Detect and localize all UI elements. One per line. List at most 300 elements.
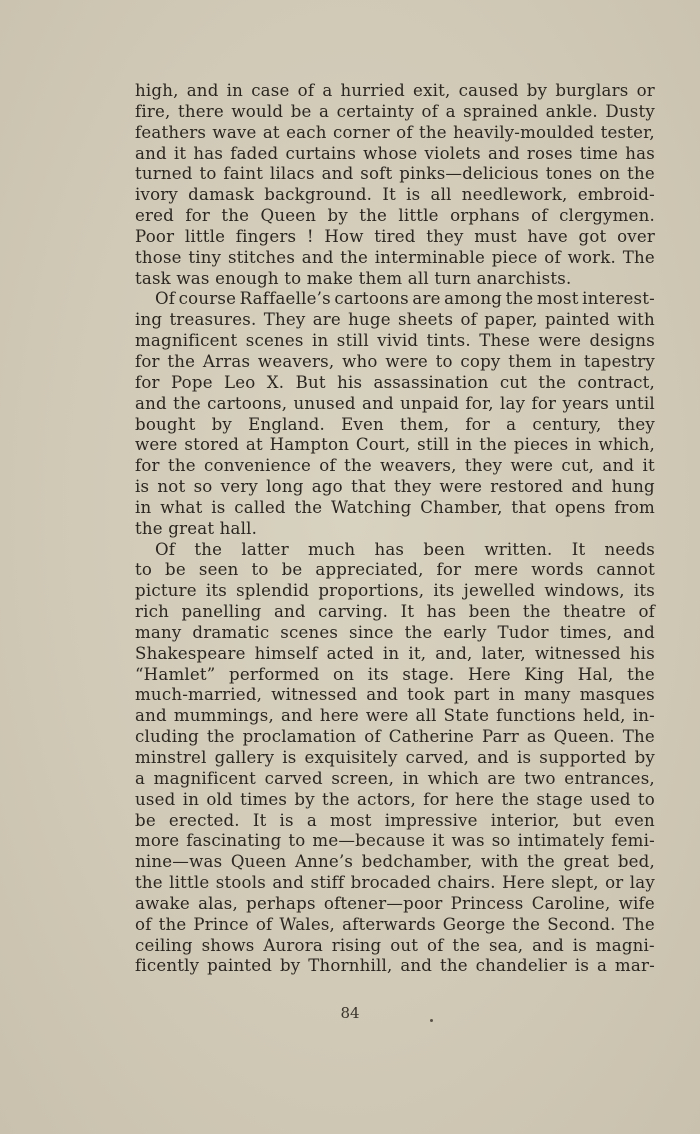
word: be (135, 810, 156, 830)
word: written. (484, 539, 553, 559)
word: those (135, 247, 182, 267)
word: Even (341, 414, 384, 434)
text-line: the great hall. (135, 518, 258, 538)
word: they (464, 456, 503, 476)
word: words (531, 560, 584, 580)
word: copy (460, 351, 501, 371)
word: Hal, (577, 664, 614, 684)
word: actors, (357, 789, 416, 809)
word: The (622, 247, 655, 267)
word: brocaded (350, 873, 432, 893)
ink-speck (430, 1019, 433, 1022)
word: the (294, 497, 323, 517)
word: early (443, 622, 487, 642)
word: the (512, 914, 541, 934)
word: painted (544, 310, 611, 330)
word: caused (458, 81, 519, 100)
word: the (221, 206, 250, 226)
word: Arras (202, 351, 251, 371)
word: is (517, 748, 532, 767)
word: minstrel (135, 748, 207, 767)
text-line (135, 623, 655, 644)
text-line (135, 289, 655, 310)
word: the (359, 206, 388, 226)
word: of (319, 456, 336, 476)
word: its (433, 581, 455, 601)
word: and (135, 143, 167, 163)
word: and (135, 393, 167, 413)
word: and (623, 622, 655, 642)
word: a (596, 956, 608, 976)
word: cut, (561, 456, 595, 476)
word: not (157, 477, 186, 497)
word: stage (536, 789, 583, 809)
word: in (498, 685, 516, 705)
word: took (407, 685, 445, 705)
word: and (477, 748, 509, 767)
body-text (135, 81, 655, 977)
word: erected. (168, 810, 240, 830)
text-line (135, 477, 655, 498)
word: faint (223, 164, 264, 184)
word: on (599, 164, 621, 184)
word: to (637, 789, 655, 809)
word: is (572, 935, 587, 955)
word: ago (311, 477, 343, 497)
word: scenes (280, 622, 339, 642)
word: gallery (214, 748, 275, 767)
text-line (135, 415, 655, 436)
word: are (312, 310, 341, 330)
word: pinks—delicious (399, 164, 539, 184)
word: entrances, (564, 768, 655, 788)
word: the (322, 789, 350, 809)
word: cut (499, 372, 528, 392)
text-line (135, 540, 655, 561)
word: The (622, 914, 655, 934)
word: still (417, 435, 450, 455)
text-line (135, 102, 655, 123)
text-line (135, 644, 655, 665)
word: case (251, 81, 290, 100)
word: in- (632, 706, 655, 726)
text-line (135, 435, 655, 456)
text-line (135, 248, 655, 269)
word: the (538, 372, 567, 392)
word: and (321, 164, 354, 184)
word: certainty (336, 101, 415, 121)
word: that (351, 477, 386, 497)
word: is (279, 810, 294, 830)
word: witnessed (534, 643, 621, 663)
word: The (622, 727, 655, 747)
page-number: 84 (340, 1004, 360, 1022)
word: Queen (260, 206, 317, 226)
word: splendid (236, 581, 310, 601)
text-line (135, 831, 655, 852)
text-line (135, 185, 655, 206)
word: them (508, 351, 552, 371)
word: ing (135, 310, 163, 330)
word: the (501, 789, 530, 809)
word: of (135, 914, 152, 934)
word: roses (526, 143, 573, 163)
word: for, (465, 393, 494, 413)
word: great (563, 852, 610, 872)
word: magni- (595, 935, 655, 955)
word: were (365, 706, 409, 726)
word: George (442, 914, 506, 934)
word: it, (408, 643, 427, 663)
text-line (135, 373, 655, 394)
word: piece (491, 247, 538, 267)
text-line (135, 581, 655, 602)
word: were (439, 477, 483, 497)
word: corner (332, 122, 390, 142)
word: a (506, 414, 517, 434)
word: on (333, 664, 355, 684)
word: over (617, 226, 655, 246)
word: part (453, 685, 490, 705)
word: Poor (135, 226, 175, 246)
word: at (262, 122, 280, 142)
word: screen, (331, 768, 395, 788)
word: and (272, 873, 305, 893)
word: tired (374, 226, 416, 246)
word: supported (539, 748, 627, 767)
word: a (319, 101, 330, 121)
word: used (135, 789, 176, 809)
word: and (362, 393, 394, 413)
word: X. (266, 372, 285, 392)
word: magnificent (135, 331, 238, 351)
word: in (135, 497, 152, 517)
word: the (419, 122, 447, 142)
word: stored (184, 435, 240, 455)
word: the (340, 247, 369, 267)
word: or (636, 81, 655, 100)
word: and (301, 247, 334, 267)
word: to (435, 351, 453, 371)
word: burglars (555, 81, 629, 100)
word: years (562, 393, 609, 413)
word: high, (135, 81, 179, 100)
text-line (135, 685, 655, 706)
word: unused (293, 393, 356, 413)
word: for (135, 372, 160, 392)
word: jewelled (463, 581, 536, 601)
word: be (165, 560, 186, 580)
text-line (135, 915, 655, 936)
word: a (135, 768, 146, 788)
text-line (135, 560, 655, 581)
word: of (421, 101, 439, 121)
word: has (193, 143, 224, 163)
word: his (629, 643, 655, 663)
word: of (364, 727, 381, 747)
word: assassination (373, 372, 489, 392)
word: by (634, 748, 655, 767)
text-line (135, 852, 655, 873)
word: of (544, 247, 561, 267)
word: pieces (513, 435, 569, 455)
word: all (430, 185, 452, 205)
word: were (538, 331, 582, 351)
word: is (406, 185, 421, 205)
word: panelling (181, 602, 262, 622)
text-line (135, 331, 655, 352)
word: It (382, 185, 396, 205)
text-line (135, 310, 655, 331)
word: got (578, 226, 607, 246)
word: the (206, 727, 235, 747)
word: wave (212, 122, 257, 142)
word: the (627, 664, 655, 684)
word: since (349, 622, 394, 642)
word: witnessed (271, 685, 358, 705)
word: who (342, 351, 378, 371)
word: Parr (482, 727, 519, 747)
word: many (524, 685, 571, 705)
word: they (393, 477, 432, 497)
word: interest- (582, 289, 655, 309)
word: Wales, (279, 914, 336, 934)
word: hurried (340, 81, 405, 100)
word: Chamber, (420, 497, 503, 517)
text-line (135, 164, 655, 185)
word: Court, (355, 435, 411, 455)
word: mar- (614, 956, 655, 976)
word: chairs. (437, 873, 496, 893)
word: mere (474, 560, 519, 580)
word: the (344, 456, 372, 476)
word: King (524, 664, 565, 684)
word: England. (248, 414, 325, 434)
word: at (245, 435, 263, 455)
word: opens (554, 497, 606, 517)
word: of (460, 310, 477, 330)
word: violets (424, 143, 481, 163)
word: times (240, 789, 288, 809)
word: paper, (484, 310, 538, 330)
word: Second. (547, 914, 616, 934)
word: the (627, 164, 655, 184)
word: in (311, 331, 329, 351)
word: me—because (312, 831, 426, 851)
word: lay (629, 873, 655, 893)
word: were (510, 456, 554, 476)
text-line (135, 123, 655, 144)
text-line (135, 602, 655, 623)
text-line (135, 769, 655, 790)
word: a (306, 810, 317, 830)
word: perhaps (246, 893, 316, 913)
word: to (199, 164, 217, 184)
word: stiff (310, 873, 345, 893)
word: faded (230, 143, 279, 163)
word: acted (326, 643, 374, 663)
word: rising (331, 935, 382, 955)
word: Raffaelle’s (239, 289, 331, 309)
word: mummings, (173, 706, 274, 726)
word: latter (241, 539, 289, 559)
word: and (532, 935, 564, 955)
text-line (135, 81, 655, 102)
word: fascinating (186, 831, 282, 851)
word: weavers, (257, 351, 335, 371)
word: background. (264, 185, 373, 205)
word: in (559, 351, 577, 371)
word: shows (201, 935, 255, 955)
word: Leo (224, 372, 256, 392)
word: Pope (170, 372, 213, 392)
word: and (487, 143, 520, 163)
word: is (211, 497, 226, 517)
word: by (211, 414, 233, 434)
word: chandelier (475, 956, 568, 976)
text-line (135, 498, 655, 519)
text-line (135, 811, 655, 832)
word: to (251, 560, 269, 580)
word: windows, (544, 581, 625, 601)
text-line (135, 352, 655, 373)
word: by (327, 206, 348, 226)
word: Dusty (605, 101, 655, 121)
word: it (432, 831, 445, 851)
word: what (160, 497, 203, 517)
word: ankle. (545, 101, 598, 121)
word: to (135, 560, 153, 580)
word: ered (135, 206, 174, 226)
word: Queen (230, 852, 287, 872)
word: is (574, 956, 590, 976)
word: damask (188, 185, 255, 205)
word: rich (135, 602, 170, 622)
word: intimately (517, 831, 605, 851)
word: Hampton (269, 435, 350, 455)
word: be (281, 560, 303, 580)
word: bought (135, 414, 196, 434)
word: interminable (374, 247, 485, 267)
word: huge (348, 310, 391, 330)
word: unpaid (400, 393, 460, 413)
word: They (263, 310, 306, 330)
word: for (135, 351, 160, 371)
word: must (474, 226, 517, 246)
word: even (614, 810, 655, 830)
word: Aurora (263, 935, 323, 955)
word: in (456, 435, 473, 455)
word: for (423, 789, 448, 809)
word: for (465, 414, 490, 434)
word: is (135, 477, 150, 497)
text-line (135, 206, 655, 227)
word: in (182, 789, 200, 809)
word: which (427, 768, 479, 788)
word: times, (559, 622, 613, 642)
word: ficently (135, 956, 200, 976)
text-line (135, 456, 655, 477)
word: most (536, 289, 579, 309)
word: stitches (227, 247, 296, 267)
text-line (135, 706, 655, 727)
word: It (400, 602, 415, 622)
word: designs (589, 331, 655, 351)
word: wife (618, 893, 655, 913)
word: tiny (188, 247, 222, 267)
text-line: task was enough to make them all turn anarchists. (135, 268, 572, 288)
word: sea, (488, 935, 524, 955)
word: It (252, 810, 267, 830)
word: be (290, 101, 312, 121)
word: soft (360, 164, 393, 184)
word: ! (306, 226, 314, 246)
word: heavily-moulded (453, 122, 595, 142)
word: the (158, 914, 187, 934)
word: himself (254, 643, 318, 663)
word: by (279, 956, 301, 976)
word: by (526, 81, 548, 100)
word: carved (264, 768, 323, 788)
word: for (135, 456, 160, 476)
word: time (579, 143, 619, 163)
word: its (367, 664, 389, 684)
word: or (605, 873, 624, 893)
word: the (522, 602, 551, 622)
text-line (135, 894, 655, 915)
word: until (615, 393, 655, 413)
word: needlework, (461, 185, 568, 205)
word: old (206, 789, 233, 809)
word: for (531, 393, 557, 413)
word: Here (467, 664, 511, 684)
word: sprained (463, 101, 539, 121)
word: much-married, (135, 685, 263, 705)
word: scenes (245, 331, 304, 351)
word: with (480, 852, 519, 872)
word: ivory (135, 185, 178, 205)
word: and (602, 456, 635, 476)
word: But (295, 372, 326, 392)
word: used (590, 789, 631, 809)
word: here (455, 789, 495, 809)
word: fingers (235, 226, 297, 246)
word: femi- (611, 831, 655, 851)
word: called (234, 497, 286, 517)
word: long (266, 477, 304, 497)
word: proclamation (242, 727, 357, 747)
word: Queen. (553, 727, 615, 747)
word: slept, (551, 873, 599, 893)
word: been (423, 539, 466, 559)
word: a (322, 81, 333, 100)
word: Princess (450, 893, 524, 913)
word: tints. (426, 331, 471, 351)
word: the (479, 435, 507, 455)
word: Here (502, 873, 545, 893)
word: all (415, 706, 437, 726)
word: of (396, 122, 413, 142)
word: has (374, 539, 405, 559)
word: to (288, 831, 306, 851)
word: its (205, 581, 227, 601)
word: These (479, 331, 531, 351)
word: by (294, 789, 315, 809)
word: treasures. (169, 310, 257, 330)
word: the (167, 351, 196, 371)
word: weavers, (380, 456, 457, 476)
word: of (297, 81, 315, 100)
